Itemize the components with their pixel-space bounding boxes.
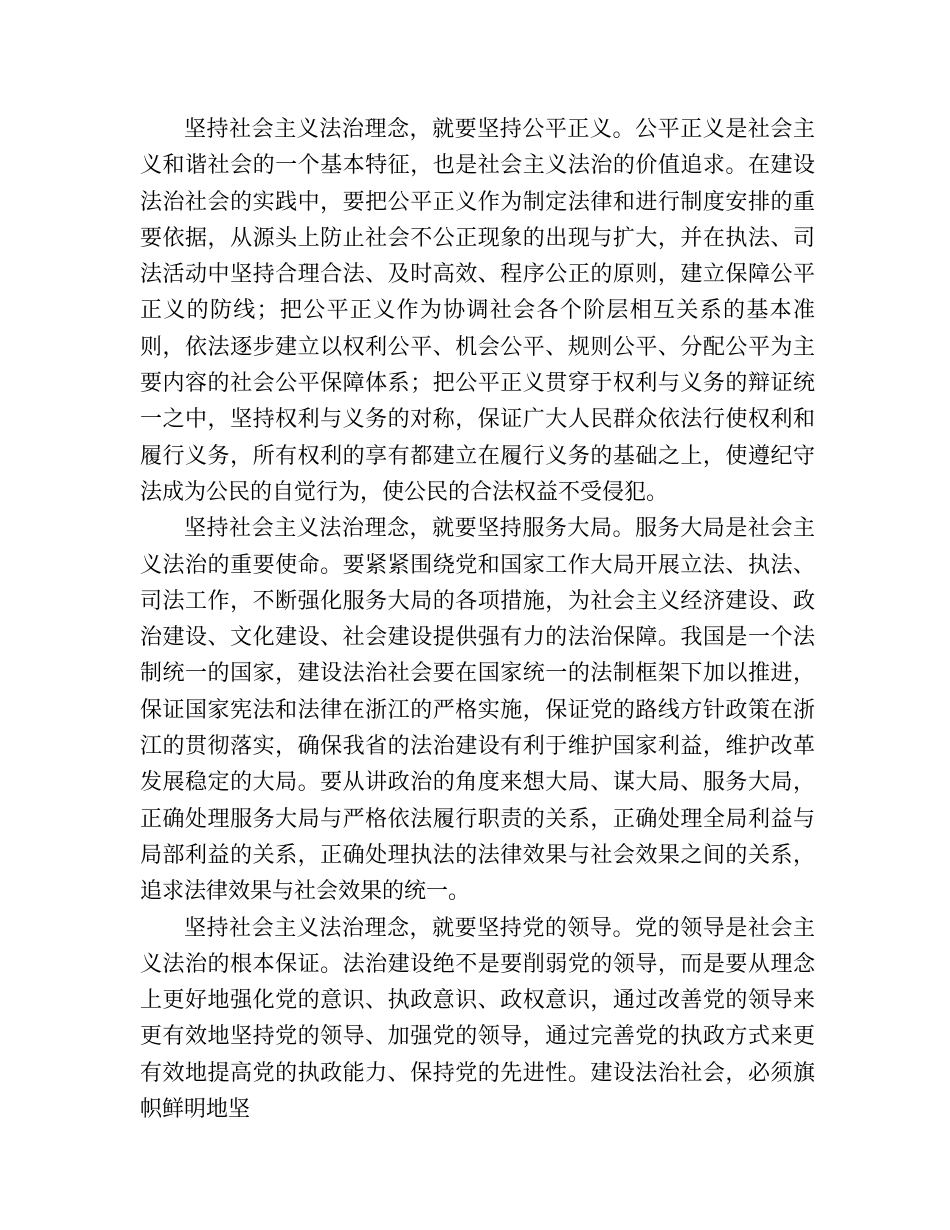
document-body (140, 112, 815, 1128)
paragraph-fairness-justice: 坚持社会主义法治理念，就要坚持公平正义。公平正义是社会主义和谐社会的一个基本特征，也是社会主义法治的价值追求。在建设法治社会的实践中，要把公平正义作为制定法律和进行制度安排的重要依据，从源头上防止社会不公正现象的出现与扩大，并在执法、司法活动中坚持合理合法、及时高效、程序公正的原则，建立保障公平正义的防线；把公平正义作为协调社会各个阶层相互关系的基本准则，依法逐步建立以权利公平、机会公平、规则公平、分配公平为主要内容的社会公平保障体系；把公平正义贯穿于权利与义务的辩证统一之中，坚持权利与义务的对称，保证广大人民群众依法行使权利和履行义务，所有权利的享有都建立在履行义务的基础之上，使遵纪守法成为公民的自觉行为，使公民的合法权益不受侵犯。 (140, 117, 815, 505)
paragraph-serve-overall-situation: 坚持社会主义法治理念，就要坚持服务大局。服务大局是社会主义法治的重要使命。要紧紧围绕党和国家工作大局开展立法、执法、司法工作，不断强化服务大局的各项措施，为社会主义经济建设、政治建设、文化建设、社会建设提供强有力的法治保障。我国是一个法制统一的国家，建设法治社会要在国家统一的法制框架下加以推进，保证国家宪法和法律在浙江的严格实施，保证党的路线方针政策在浙江的贯彻落实，确保我省的法治建设有利于维护国家利益，维护改革发展稳定的大局。要从讲政治的角度来想大局、谋大局、服务大局，正确处理服务大局与严格依法履行职责的关系，正确处理全局利益与局部利益的关系，正确处理执法的法律效果与社会效果之间的关系，追求法律效果与社会效果的统一。 (140, 516, 815, 905)
paragraph-party-leadership: 坚持社会主义法治理念，就要坚持党的领导。党的领导是社会主义法治的根本保证。法治建设绝不是要削弱党的领导，而是要从理念上更好地强化党的意识、执政意识、政权意识，通过改善党的领导来更有效地坚持党的领导、加强党的领导，通过完善党的执政方式来更有效地提高党的执政能力、保持党的先进性。建设法治社会，必须旗帜鲜明地坚 (140, 915, 815, 1123)
